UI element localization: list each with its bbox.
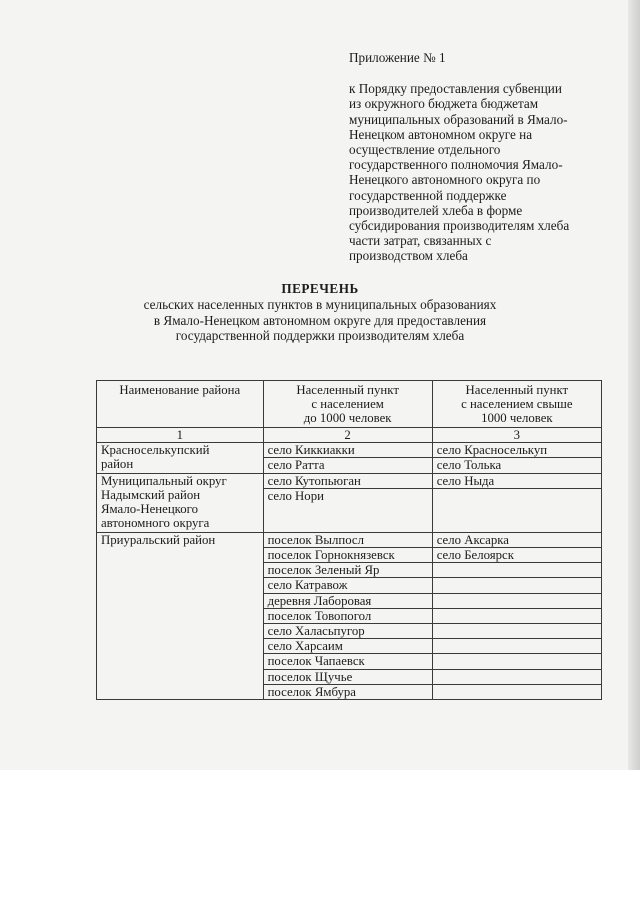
large-settlement-cell — [432, 593, 601, 608]
column-number: 3 — [432, 428, 601, 443]
small-settlement-cell: село Киккиакки — [263, 443, 432, 458]
appendix-line: Ненецком автономном округе на — [349, 126, 533, 142]
large-settlement-cell — [432, 563, 601, 578]
district-line: Красноселькупский — [101, 443, 210, 458]
small-settlement-cell: село Харсаим — [263, 639, 432, 654]
small-settlement-cell: село Катравож — [263, 578, 432, 593]
large-settlement-cell — [432, 639, 601, 654]
scan-edge-shadow — [628, 0, 640, 770]
small-settlement-cell: поселок Чапаевск — [263, 654, 432, 669]
large-settlement-cell: село Красноселькуп — [432, 443, 601, 458]
small-settlement-cell: поселок Ямбура — [263, 684, 432, 699]
appendix-line: Ненецкого автономного округа по — [349, 172, 541, 188]
district-line: район — [101, 457, 134, 472]
header-line: 1000 человек — [481, 411, 553, 426]
header-line: с населением — [311, 397, 384, 412]
table-row — [97, 443, 602, 458]
settlements-table — [96, 380, 602, 700]
small-settlement-cell: село Халасьпугор — [263, 624, 432, 639]
header-small-settlement — [263, 381, 432, 428]
district-line: автономного округа — [101, 516, 210, 531]
small-settlement-cell: поселок Зеленый Яр — [263, 563, 432, 578]
appendix-number: Приложение № 1 — [349, 50, 446, 65]
small-settlement-cell: поселок Вылпосл — [263, 532, 432, 547]
table-row — [97, 473, 602, 488]
large-settlement-cell — [432, 488, 601, 532]
appendix-block — [349, 50, 609, 264]
small-settlement-cell: поселок Щучье — [263, 669, 432, 684]
appendix-line: из окружного бюджета бюджетам — [349, 96, 539, 112]
subtitle-line: государственной поддержки производителям хлеба — [175, 328, 465, 344]
subtitle-line: в Ямало-Ненецком автономном округе для предоставления — [153, 312, 487, 328]
large-settlement-cell — [432, 654, 601, 669]
header-line: с населением свыше — [461, 397, 573, 412]
district-line: Ямало-Ненецкого — [101, 502, 198, 517]
large-settlement-cell: село Ныда — [432, 473, 601, 488]
table-row — [97, 532, 602, 547]
document-heading — [0, 281, 640, 344]
large-settlement-cell: село Белоярск — [432, 548, 601, 563]
table-header-row — [97, 381, 602, 428]
small-settlement-cell: село Кутопьюган — [263, 473, 432, 488]
column-number: 1 — [97, 428, 264, 443]
header-line: до 1000 человек — [303, 411, 392, 426]
small-settlement-cell: поселок Товопогол — [263, 608, 432, 623]
appendix-line: субсидирования производителям хлеба — [349, 218, 570, 234]
header-district — [97, 381, 264, 428]
small-settlement-cell: деревня Лаборовая — [263, 593, 432, 608]
appendix-line: муниципальных образований в Ямало- — [349, 111, 568, 127]
column-number-row — [97, 428, 602, 443]
document-title: ПЕРЕЧЕНЬ — [281, 281, 359, 296]
appendix-line: осуществление отдельного — [349, 142, 501, 158]
appendix-line: производителей хлеба в форме — [349, 202, 523, 218]
header-large-settlement — [432, 381, 601, 428]
header-line: Населенный пункт — [465, 383, 569, 397]
subtitle-line: сельских населенных пунктов в муниципальных образованиях — [143, 297, 497, 313]
appendix-line: государственного полномочия Ямало- — [349, 157, 563, 173]
district-cell — [97, 473, 264, 532]
appendix-line: к Порядку предоставления субвенции — [349, 81, 562, 97]
appendix-line: производством хлеба — [349, 248, 468, 264]
header-line: Населенный пункт — [296, 383, 399, 397]
large-settlement-cell — [432, 684, 601, 699]
header-line: Наименование района — [119, 383, 241, 397]
small-settlement-cell: поселок Горнокнязевск — [263, 548, 432, 563]
large-settlement-cell — [432, 608, 601, 623]
district-line: Муниципальный округ — [101, 473, 227, 488]
large-settlement-cell — [432, 578, 601, 593]
district-cell — [97, 443, 264, 473]
small-settlement-cell: село Нори — [263, 488, 432, 532]
large-settlement-cell: село Аксарка — [432, 532, 601, 547]
district-line: Приуральский район — [101, 532, 216, 547]
appendix-line: части затрат, связанных с — [349, 233, 492, 249]
column-number: 2 — [263, 428, 432, 443]
small-settlement-cell: село Ратта — [263, 458, 432, 473]
large-settlement-cell — [432, 669, 601, 684]
large-settlement-cell — [432, 624, 601, 639]
large-settlement-cell: село Толька — [432, 458, 601, 473]
district-cell — [97, 532, 264, 699]
appendix-line: государственной поддержке — [349, 187, 507, 203]
district-line: Надымский район — [101, 487, 201, 502]
